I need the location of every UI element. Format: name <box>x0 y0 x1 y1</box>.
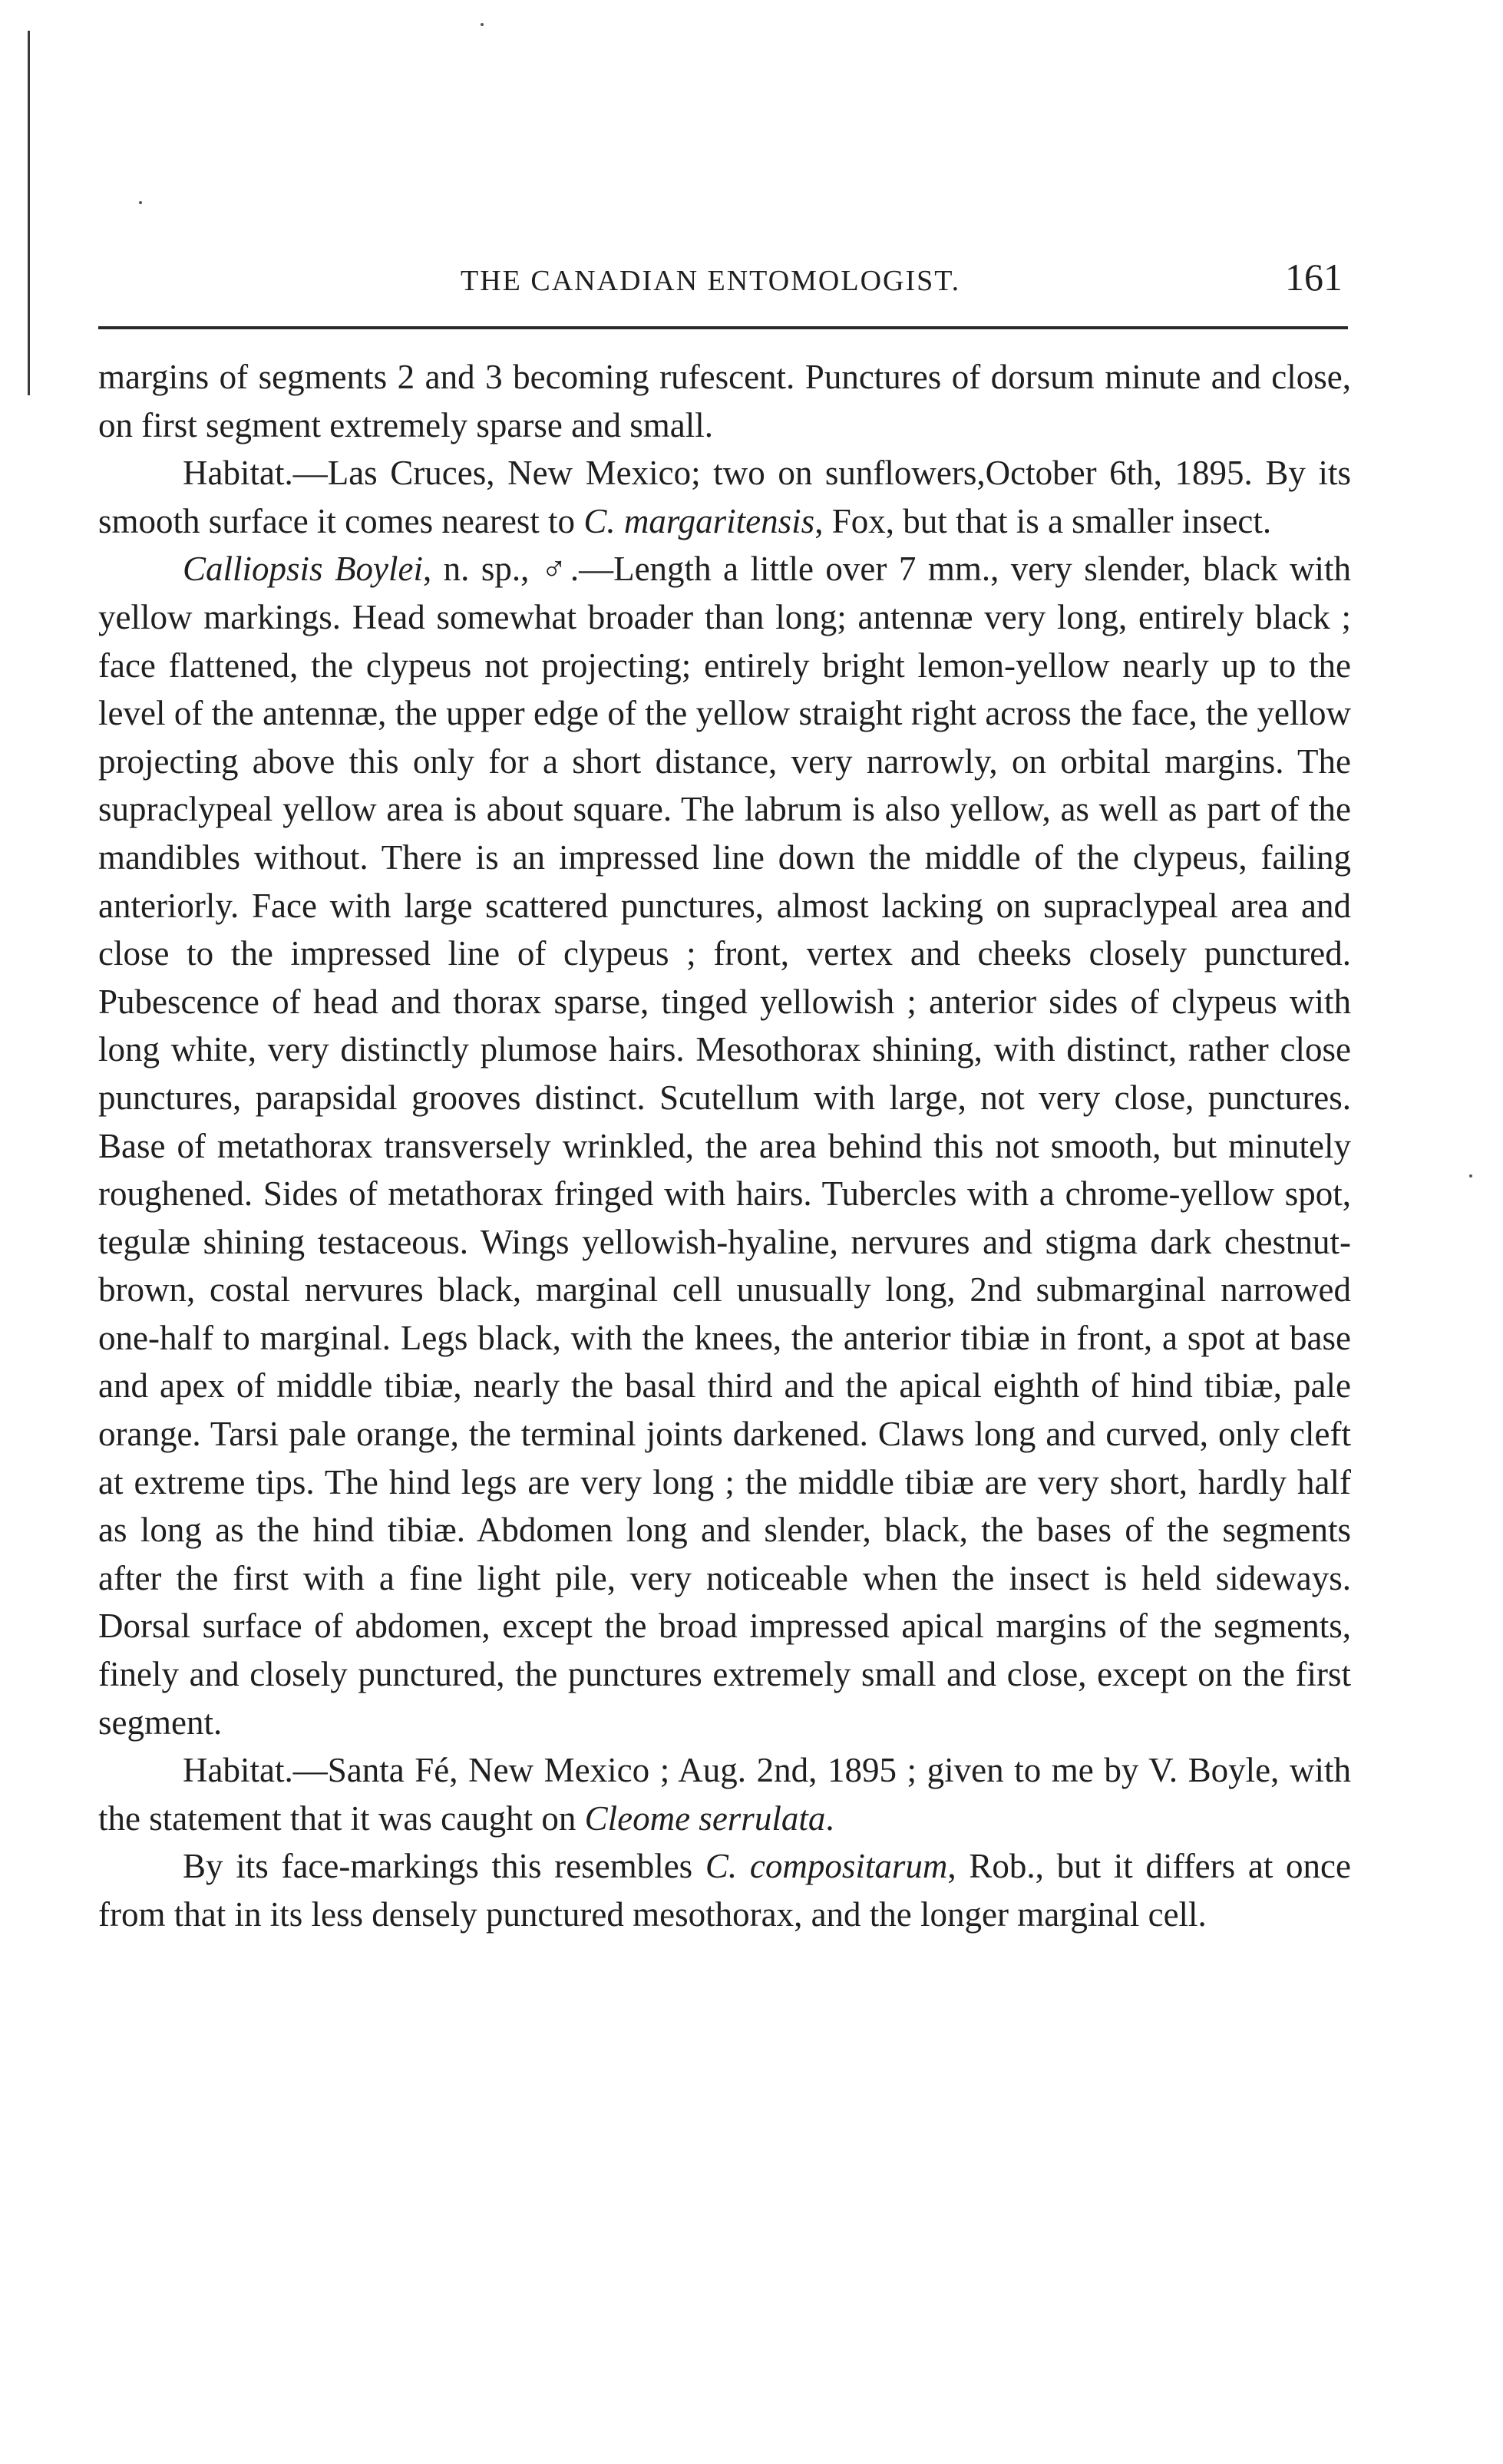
paragraph-text: Habitat.—Las Cruces, New Mexico; two on sunflowers,October 6th, 1895. By its smooth surface it comes nearest to <box>98 454 1351 540</box>
species-name: Cleome serrulata <box>584 1798 826 1838</box>
species-name: C. margaritensis <box>583 501 815 540</box>
scan-speck <box>1469 1174 1472 1178</box>
paragraph-habitat-las-cruces <box>98 449 1351 545</box>
page-header <box>92 253 1347 299</box>
paragraph-text: , Rob., but it differs at once from that in its less densely punctured mesothorax, and the longer marginal cell. <box>98 1847 1352 1934</box>
running-head: THE CANADIAN ENTOMOLOGIST. <box>461 265 961 297</box>
scan-speck <box>139 201 142 204</box>
paragraph-text: , n. sp., ♂.—Length a little over 7 mm., very slender, black with yellow markings. Head somewhat broader than long; antennæ very long, entirely black ; face flattened, the clypeus not projecting; entirely bright lemon-yellow nearly up to the level of the antennæ, the upper edge of the yellow straight right across the face, the yellow projecting above this only for a short distance, very narrowly, on orbital margins. The supraclypeal yellow area is about square. The labrum is also yellow, as well as part of the mandibles without. There is an impressed line down the middle of the clypeus, failing anteriorly. Face with large scattered punctures, almost lacking on supraclypeal area and close to the impressed line of clypeus ; front, vertex and cheeks closely punctured. Pubescence of head and thorax sparse, tinged yellowish ; anterior sides of clypeus with long white, very distinctly plumose hairs. Mesothorax shining, with distinct, rather close punctures, parapsidal grooves distinct. Scutellum with large, not very close, punctures. Base of metathorax transversely wrinkled, the area behind this not smooth, but minutely roughened. Sides of metathorax fringed with hairs. Tubercles with a chrome-yellow spot, tegulæ shining testaceous. Wings yellowish-hyaline, nervures and stigma dark chestnut-brown, costal nervures black, marginal cell unusually long, 2nd submarginal narrowed one-half to marginal. Legs black, with the knees, the anterior tibiæ in front, a spot at base and apex of middle tibiæ, nearly the basal third and the apical eighth of hind tibiæ, pale orange. Tarsi pale orange, the terminal joints darkened. Claws long and curved, only cleft at extreme tips. The hind legs are very long ; the middle tibiæ are very short, hardly half as long as the hind tibiæ. Abdomen long and slender, black, the bases of the segments after the first with a fine light pile, very noticeable when the insect is held sideways. Dorsal surface of abdomen, except the broad impressed apical margins of the segments, finely and closely punctured, the punctures extremely small and close, except on the first segment. <box>98 550 1351 1742</box>
species-name: C. compositarum <box>705 1847 948 1886</box>
paragraph-text: . <box>825 1798 834 1838</box>
paragraph-species-description <box>98 545 1351 1746</box>
scan-margin-line <box>28 31 30 395</box>
paragraph-comparison <box>98 1842 1351 1938</box>
paragraph-habitat-santa-fe <box>98 1746 1351 1842</box>
paragraph-text: , Fox, but that is a smaller insect. <box>814 501 1272 540</box>
scan-speck <box>481 23 484 26</box>
paragraph-continuation <box>98 353 1351 449</box>
paragraph-text: Habitat.—Santa Fé, New Mexico ; Aug. 2nd, 1895 ; given to me by V. Boyle, with the statement that it was caught on <box>98 1751 1351 1838</box>
page-number: 161 <box>1285 256 1343 299</box>
species-name: Calliopsis Boylei <box>183 550 423 589</box>
article-body <box>98 353 1351 1939</box>
header-rule <box>98 326 1348 329</box>
paragraph-text: By its face-markings this resembles <box>183 1847 705 1886</box>
paragraph-text: margins of segments 2 and 3 becoming rufescent. Punctures of dorsum minute and close, on first segment extremely sparse and small. <box>98 358 1351 444</box>
